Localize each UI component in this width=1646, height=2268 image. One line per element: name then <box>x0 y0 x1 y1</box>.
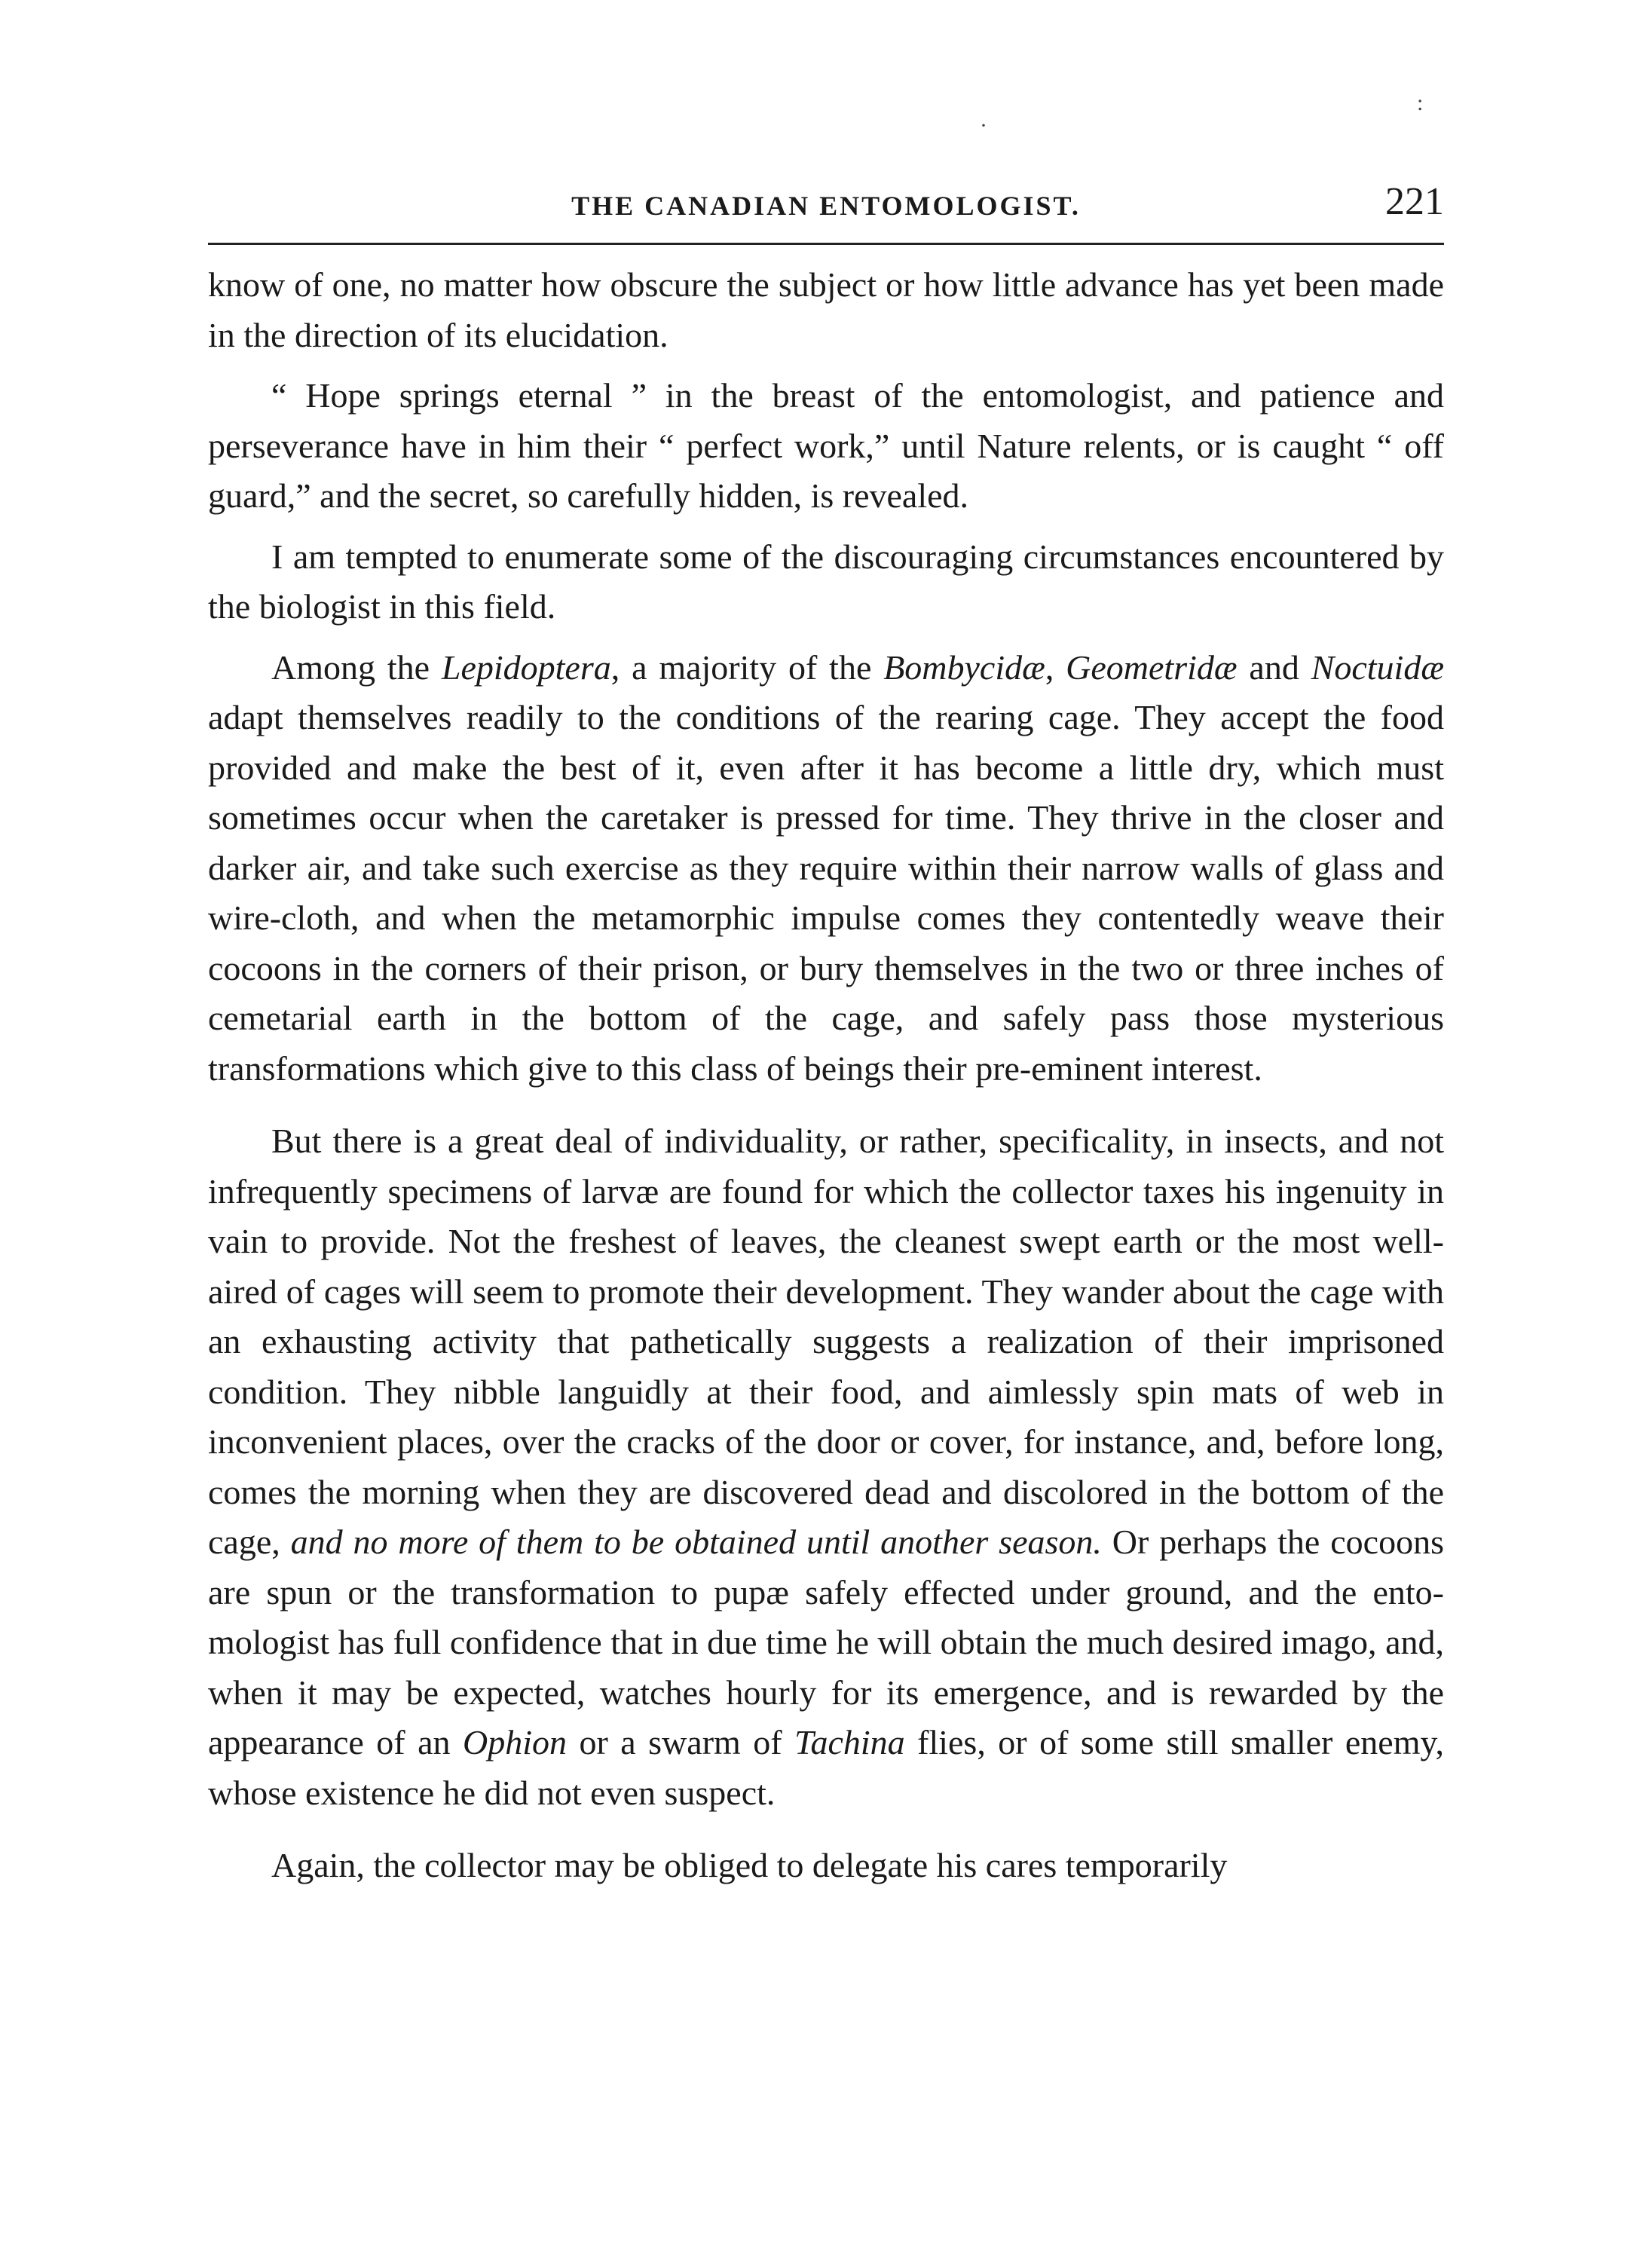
page-number: 221 <box>1385 180 1444 223</box>
paragraph-6 <box>208 1841 1444 1891</box>
italic-text-run: Tachina <box>794 1723 905 1761</box>
paragraph-2 <box>208 371 1444 522</box>
running-title: THE CANADIAN ENTOMOLOGIST. <box>571 191 1081 221</box>
text-run: Again, the collector may be obliged to delegate his cares temporarily <box>271 1846 1228 1884</box>
text-run: know of one, no matter how obscure the subject or how little advance has yet been made in the direction of its elucidation. <box>208 265 1444 354</box>
italic-text-run: Lepidoptera <box>441 647 611 687</box>
text-run: flies, or of some still smaller enemy, whose existence he did not even suspect. <box>208 1723 1444 1812</box>
header-rule <box>208 243 1444 245</box>
paragraph-4 <box>208 643 1444 1094</box>
text-run: I am tempted to enumerate some of the discouraging circumstances encountered by the biologist in this field. <box>208 537 1444 626</box>
italic-text-run: and no more of them to be obtained until another season. <box>290 1523 1102 1561</box>
paragraph-1 <box>208 260 1444 360</box>
paragraph-3 <box>208 532 1444 632</box>
print-speck: · <box>980 113 987 138</box>
text-run: adapt themselves readily to the conditions of the rearing cage. They accept the food provided and make the best of it, even after it has become a little dry, which must sometimes occur when the caretaker is pressed for time. They thrive in the closer and darker air, and take such exercise as they require within their narrow walls of glass and wire-cloth, and when the metamorphic impulse comes they contentedly weave their cocoons in the corners of their prison, or bury themselves in the two or three inches of cemetarial earth in the bottom of the cage, and safely pass those mysterious transformations which give to this class of beings their pre-eminent interest. <box>208 698 1444 1088</box>
body-text <box>208 260 1444 1891</box>
text-run: But there is a great deal of individuality, or rather, specificality, in insects, and not infrequently specimens of larvæ are found for which the collector taxes his ingenuity in vain to provide. Not the freshest of leaves, the cleanest swept earth or the most well-aired of cages will seem to promote their development. They wander about the cage with an exhausting activity that pathetically suggests a realization of their imprisoned condition. They nibble languidly at their food, and aimlessly spin mats of web in inconvenient places, over the cracks of the door or cover, for instance, and, before long, comes the morning when they are discovered dead and discolored in the bottom of the cage, <box>208 1122 1444 1561</box>
text-run: , a majority of the <box>610 647 884 687</box>
text-run: Or perhaps the cocoons are spun or the transformation to pupæ safely effected under ground, and the entomologist has full confidence that in due time he will obtain the much desired imago, and, when it may be expected, watches hourly for its emergence, and is rewarded by the appearance of an <box>208 1523 1444 1761</box>
italic-text-run: Geometridæ <box>1066 647 1238 687</box>
text-run: and <box>1237 647 1311 687</box>
italic-text-run: Bombycidæ <box>883 647 1045 687</box>
book-page <box>208 173 1444 1891</box>
running-head <box>208 173 1444 241</box>
italic-text-run: Noctuidæ <box>1311 647 1444 687</box>
paragraph-5 <box>208 1116 1444 1818</box>
italic-text-run: Ophion <box>463 1723 567 1761</box>
text-run: , <box>1045 647 1066 687</box>
text-run: Among the <box>271 647 442 687</box>
text-run: or a swarm of <box>567 1723 795 1761</box>
text-run: “ Hope springs eternal ” in the breast of the entomologist, and patience and perseverance have in him their “ perfect work,” until Nature relents, or is caught “ off guard,” and the secret, so carefully hidden, is revealed. <box>208 376 1444 515</box>
print-speck: : <box>1417 90 1424 115</box>
